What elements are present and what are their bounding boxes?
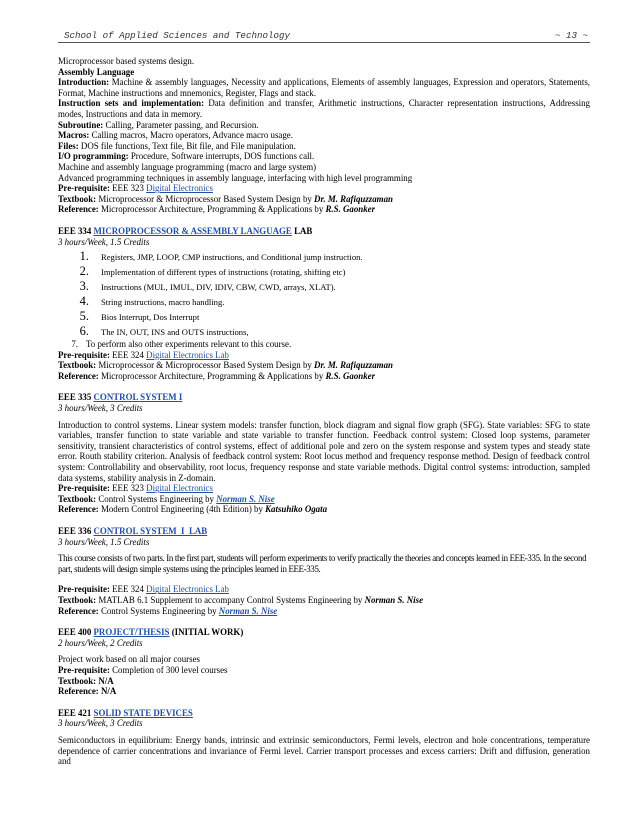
- list-number: 4.: [79, 294, 89, 309]
- textbook-line: Textbook: Microprocessor & Microprocessor Based System Design by Dr. M. Rafiquzzaman: [58, 193, 393, 204]
- textbook-line: Textbook: MATLAB 6.1 Supplement to accompany Control Systems Engineering by Norman S. Nise: [58, 594, 424, 605]
- machine-programming-line: Machine and assembly language programming (macro and large system): [58, 161, 317, 172]
- textbook-line: Textbook: Microprocessor & Microprocessor Based System Design by Dr. M. Rafiquzzaman: [58, 360, 393, 371]
- page-number: ~ 13 ~: [554, 30, 588, 41]
- list-number: 3.: [79, 279, 89, 294]
- list-item: 7. To perform also other experiments relevant to this course.: [71, 339, 292, 350]
- subroutine-line: Subroutine: Calling, Parameter passing, and Recursion.: [58, 119, 259, 130]
- prerequisite-line: Pre-requisite: EEE 324 Digital Electronics Lab: [58, 349, 229, 360]
- text-line: Microprocessor based systems design.: [58, 56, 195, 66]
- course-hours: 3 hours/Week, 3 Credits: [58, 403, 143, 414]
- reference-line: Reference: N/A: [58, 686, 117, 697]
- course-title-link[interactable]: SOLID STATE DEVICES: [93, 707, 193, 718]
- list-text: Instructions (MUL, IMUL, DIV, IDIV, CBW, CWD, arrays, XLAT).: [101, 282, 336, 293]
- reference-line: Reference: Microprocessor Architecture, Programming & Applications by R.S. Gaonker: [58, 370, 376, 381]
- list-item: [58, 294, 590, 309]
- list-text: Bios Interrupt, Dos Interrupt: [101, 312, 200, 323]
- list-number: 2.: [79, 264, 89, 279]
- intro-paragraph: Introduction: Machine & assembly languages, Necessity and applications, Elements of assembly languages, Expression and operators, Statements, Format, Machine instructions and mnemonics, Register, Flags and stack.: [58, 77, 590, 98]
- course-eee334: [58, 226, 590, 382]
- course-heading: EEE 336 CONTROL SYSTEM I LAB: [58, 526, 208, 536]
- page-content: [58, 56, 590, 767]
- textbook-line: Textbook: Control Systems Engineering by Norman S. Nise: [58, 493, 275, 504]
- course-heading: EEE 335 CONTROL SYSTEM I: [58, 392, 183, 403]
- course-eee335: [58, 392, 590, 515]
- reference-line: Reference: Control Systems Engineering by Norman S. Nise: [58, 605, 278, 616]
- course-description: Project work based on all major courses: [58, 654, 200, 665]
- course-eee400: [58, 627, 590, 697]
- prerequisite-link[interactable]: Digital Electronics Lab: [146, 349, 229, 360]
- prerequisite-link[interactable]: Digital Electronics: [146, 483, 213, 494]
- list-number: 5.: [79, 309, 89, 324]
- course-hours: 2 hours/Week, 2 Credits: [58, 637, 143, 648]
- list-text: Implementation of different types of instructions (rotating, shifting etc): [101, 267, 346, 278]
- list-text: Registers, JMP, LOOP, CMP instructions, and Conditional jump instruction.: [101, 252, 363, 263]
- list-number: 1.: [79, 249, 89, 264]
- prerequisite-line: Pre-requisite: EEE 323 Digital Electronics: [58, 183, 213, 194]
- course-title-link[interactable]: CONTROL SYSTEM I LAB: [93, 526, 208, 536]
- prerequisite-line: Pre-requisite: EEE 324 Digital Electronics Lab: [58, 584, 229, 595]
- experiment-list: [58, 249, 590, 339]
- course-title-link[interactable]: PROJECT/THESIS: [93, 627, 170, 638]
- course-eee333-continued: [58, 56, 590, 215]
- list-item: [58, 264, 590, 279]
- io-programming-line: I/O programming: Procedure, Software interrupts, DOS functions call.: [58, 151, 315, 162]
- course-description: This course consists of two parts. In the first part, students will perform experiments to verify practically the theories and concepts learned in EEE-335. In the second part, students will design simple systems using the principles learned in EEE-335.: [58, 553, 587, 574]
- header-institution: School of Applied Sciences and Technology: [64, 30, 291, 41]
- course-hours: 3 hours/Week, 3 Credits: [58, 718, 143, 729]
- course-eee336: [58, 526, 590, 616]
- files-line: Files: DOS file functions, Text file, Bit file, and File manipulation.: [58, 140, 296, 151]
- page-header: [58, 30, 590, 43]
- course-hours: 3 hours/Week, 1.5 Credits: [58, 236, 150, 247]
- reference-line: Reference: Microprocessor Architecture, Programming & Applications by R.S. Gaonker: [58, 204, 376, 215]
- course-title-link[interactable]: CONTROL SYSTEM I: [93, 392, 183, 403]
- course-heading: EEE 421 SOLID STATE DEVICES: [58, 707, 193, 718]
- course-heading: EEE 400 PROJECT/THESIS (INITIAL WORK): [58, 627, 244, 638]
- list-item: [58, 249, 590, 264]
- advanced-programming-line: Advanced programming techniques in assembly language, interfacing with high level programming: [58, 172, 413, 183]
- list-item: [58, 324, 590, 339]
- course-description: Semiconductors in equilibrium: Energy bands, intrinsic and extrinsic semiconductors, Fermi levels, electron and hole concentrations, temperature dependence of carrier concentrations and invariance of Fermi level. Carrier transport processes and excess carriers: Drift and diffusion, generation and: [58, 734, 590, 767]
- prerequisite-link[interactable]: Digital Electronics: [146, 183, 213, 194]
- course-title-link[interactable]: MICROPROCESSOR & ASSEMBLY LANGUAGE: [93, 225, 292, 236]
- reference-line: Reference: Modern Control Engineering (4th Edition) by Katsuhiko Ogata: [58, 504, 328, 515]
- prerequisite-link[interactable]: Digital Electronics Lab: [146, 584, 229, 595]
- list-item: [58, 279, 590, 294]
- author-link[interactable]: Norman S. Nise: [216, 493, 275, 504]
- list-text: The IN, OUT, INS and OUTS instructions,: [101, 327, 249, 338]
- prerequisite-line: Pre-requisite: EEE 323 Digital Electronics: [58, 483, 213, 494]
- course-eee421: [58, 708, 590, 767]
- list-item: [58, 309, 590, 324]
- instruction-sets-paragraph: Instruction sets and implementation: Data definition and transfer, Arithmetic instructions, Character representation instructions, Addressing modes, Instructions and data in memory.: [58, 98, 590, 119]
- list-text: String instructions, macro handling.: [101, 297, 225, 308]
- list-number: 6.: [79, 324, 89, 339]
- document-page: [58, 30, 590, 767]
- textbook-line: Textbook: N/A: [58, 675, 114, 686]
- course-description: Introduction to control systems. Linear system models: transfer function, block diagram and signal flow graph (SFG). State variables: SFG to state variables, transfer function to state variable and state variable to transfer function. Feedback control system: Closed loop systems, parameter sensitivity, transient characteristics of control systems, effect of additional pole and zero on the system response and system types and steady state error. Routh stability criterion. Analysis of feedback control system: Root locus method and frequency response method. Design of feedback control system: Controllability and observability, root locus, frequency response and state variable methods. Digital control systems: introduction, sampled data systems, stability analysis in Z-domain.: [58, 419, 590, 483]
- course-hours: 3 hours/Week, 1.5 Credits: [58, 536, 150, 547]
- prerequisite-line: Pre-requisite: Completion of 300 level courses: [58, 664, 228, 675]
- course-heading: EEE 334 MICROPROCESSOR & ASSEMBLY LANGUAGE LAB: [58, 225, 313, 236]
- author-link[interactable]: Norman S. Nise: [218, 605, 278, 616]
- subheading-assembly-language: Assembly Language: [58, 66, 135, 77]
- macros-line: Macros: Calling macros, Macro operators, Advance macro usage.: [58, 130, 293, 141]
